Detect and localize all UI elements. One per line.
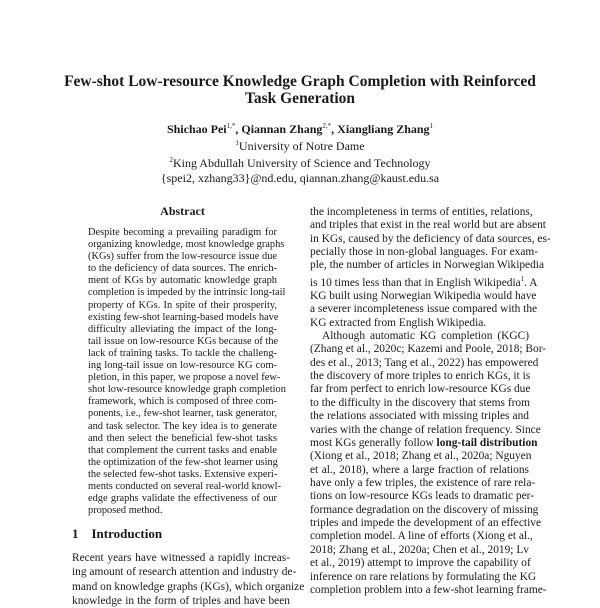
- text-line: KG built using Norwegian Wikipedia would have: [310, 289, 537, 302]
- author-sup: 1,*: [226, 122, 236, 130]
- text-line: (Zhang et al., 2020c; Kazemi and Poole, 2018; Bor-: [310, 343, 547, 356]
- text-line: mand on knowledge graphs (KGs), which organize: [72, 580, 305, 593]
- section-number: 1: [72, 526, 79, 541]
- text-line: in KGs, caused by the deficiency of data sources, es-: [310, 232, 551, 245]
- text-line: difficulty alleviating the impact of the long-: [88, 323, 277, 335]
- text-line: completion problem into a few-shot learning frame-: [310, 583, 547, 596]
- text-line: et al., 2019) attempt to improve the capability of: [310, 557, 531, 570]
- text-line: KG extracted from English Wikipedia.: [310, 316, 487, 329]
- text-line: (Xiong et al., 2018; Zhang et al., 2020a; Nguyen: [310, 450, 532, 463]
- text-line: et al., 2018), where a large fraction of relations: [310, 463, 529, 476]
- text-line: pletion, in this paper, we propose a novel few-: [88, 372, 281, 384]
- text-line: the selected few-shot tasks. Extensive experi-: [88, 468, 278, 480]
- text-line: des et al., 2013; Tang et al., 2022) has empowered: [310, 356, 539, 369]
- text-line: framework, which is composed of three com-: [88, 396, 277, 408]
- text-line: and then select the beneficial few-shot tasks: [88, 432, 277, 444]
- text-line: property of KGs. In spite of their prosperity,: [88, 299, 277, 311]
- bold-term: long-tail distribution: [433, 436, 538, 449]
- text-line: Although automatic KG completion (KGC): [322, 330, 529, 343]
- text-line: proposed method.: [88, 505, 163, 517]
- footnote-mark[interactable]: 1: [520, 274, 525, 283]
- text-line: that complement the current tasks and enable: [88, 444, 277, 456]
- text-line: edge graphs validate the effectiveness of our: [88, 493, 277, 505]
- text-line: shot low-resource knowledge graph completion: [88, 384, 286, 396]
- text-line: ments conducted on several real-world knowl-: [88, 480, 282, 492]
- introduction-body: [72, 551, 305, 608]
- text-line: ing amount of research attention and industry de-: [72, 566, 297, 579]
- text-line: ment of KGs by automatic knowledge graph: [88, 275, 277, 287]
- text-line: ple, the number of articles in Norwegian Wikipedia: [310, 259, 545, 272]
- text-line: have only a few triples, the existence of rare rela-: [310, 476, 536, 489]
- section-title: Introduction: [91, 526, 163, 541]
- text-line: tail issue on low-resource KGs because of the: [88, 335, 279, 347]
- text-line: and triples that exist in the real world but are absent: [310, 219, 546, 232]
- text-line: completion is impeded by the intrinsic long-tail: [88, 287, 286, 299]
- text-line: formance degradation on the discovery of missing: [310, 503, 539, 516]
- affiliation: [40, 153, 560, 170]
- abstract-body: [88, 227, 286, 517]
- text-line: organizing knowledge, most knowledge graphs: [88, 239, 285, 251]
- title-line: Task Generation: [244, 90, 356, 107]
- right-column-body: [310, 206, 551, 597]
- text-line: completion model. A line of efforts (Xiong et al.,: [310, 530, 533, 543]
- title-line: Few-shot Low-resource Knowledge Graph Completion with Reinforced: [64, 73, 536, 90]
- text-line: 2018; Zhang et al., 2020a; Chen et al., 2019; Lv: [310, 543, 529, 556]
- affiliation-sup: 2: [169, 156, 173, 165]
- text-line: most KGs generally follow long-tail distribution: [310, 436, 538, 449]
- section-heading-introduction: [72, 526, 175, 542]
- text-line: the relations associated with missing triples and: [310, 410, 529, 423]
- text-line: far from perfect to enrich low-resource KGs due: [310, 383, 531, 396]
- text-line: Recent years have witnessed a rapidly increas-: [72, 552, 290, 564]
- author-names: Shichao Pei$^{1,*}$, Qiannan Zhang$^{2,*}$, Xiangliang Zhang$^1$: [166, 122, 434, 136]
- text-line: the optimization of the few-shot learner using: [88, 456, 278, 468]
- author-name: Xiangliang Zhang: [337, 122, 430, 136]
- text-line: existing few-shot learning-based models have: [88, 311, 279, 323]
- text-line: to the difficulty in the discovery that stems from: [310, 396, 530, 409]
- text-line: a severer incompleteness issue compared with the: [310, 303, 538, 316]
- text-line: tions on low-resource KGs leads to dramatic per-: [310, 490, 535, 503]
- text-line: triples and impede the development of an effective: [310, 517, 541, 530]
- paper-title: [40, 73, 560, 107]
- text-line: varies with the change of relation frequency. Since: [310, 423, 541, 436]
- text-line: lack of training tasks. To tackle the challeng-: [88, 347, 277, 359]
- author-sup: 1: [429, 122, 434, 130]
- author-name: Qiannan Zhang: [241, 122, 323, 136]
- text-line: is 10 times less than that in English Wikipedia$^1$. A: [310, 274, 538, 289]
- affiliation-text: King Abdullah University of Science and Technology: [172, 156, 431, 171]
- text-line: the incompleteness in terms of entities, relations,: [310, 206, 533, 218]
- affiliation-sup: 1: [235, 139, 239, 148]
- text-line: (KGs) suffer from the low-resource issue due: [88, 251, 277, 263]
- text-line: pecially those in non-global languages. For exam-: [310, 246, 539, 259]
- affiliation-text: University of Notre Dame: [238, 139, 365, 154]
- author-block: [40, 119, 560, 185]
- text-line: inference on rare relations by formulating the KG: [310, 570, 537, 583]
- text-line: ponents, i.e., few-shot learner, task generator,: [88, 408, 277, 420]
- abstract-heading: Abstract: [160, 204, 205, 218]
- text-line: Despite becoming a prevailing paradigm for: [88, 227, 277, 238]
- text-line: knowledge in the form of triples and have been: [72, 594, 290, 607]
- text-fragment: . A: [524, 276, 538, 289]
- text-line: and task selector. The key idea is to generate: [88, 420, 277, 432]
- text-line: ing long-tail issue on low-resource KG com-: [88, 360, 277, 372]
- author-name: Shichao Pei: [166, 122, 227, 136]
- author-sup: 2,*: [322, 122, 332, 130]
- text-line: to the deficiency of data sources. The enrich-: [88, 263, 277, 275]
- text-line: the discovery of more triples to enrich KGs, it is: [310, 370, 531, 383]
- author-emails: {spei2, xzhang33}@nd.edu, qiannan.zhang@kaust.edu.sa: [160, 170, 440, 185]
- affiliation: [40, 136, 560, 153]
